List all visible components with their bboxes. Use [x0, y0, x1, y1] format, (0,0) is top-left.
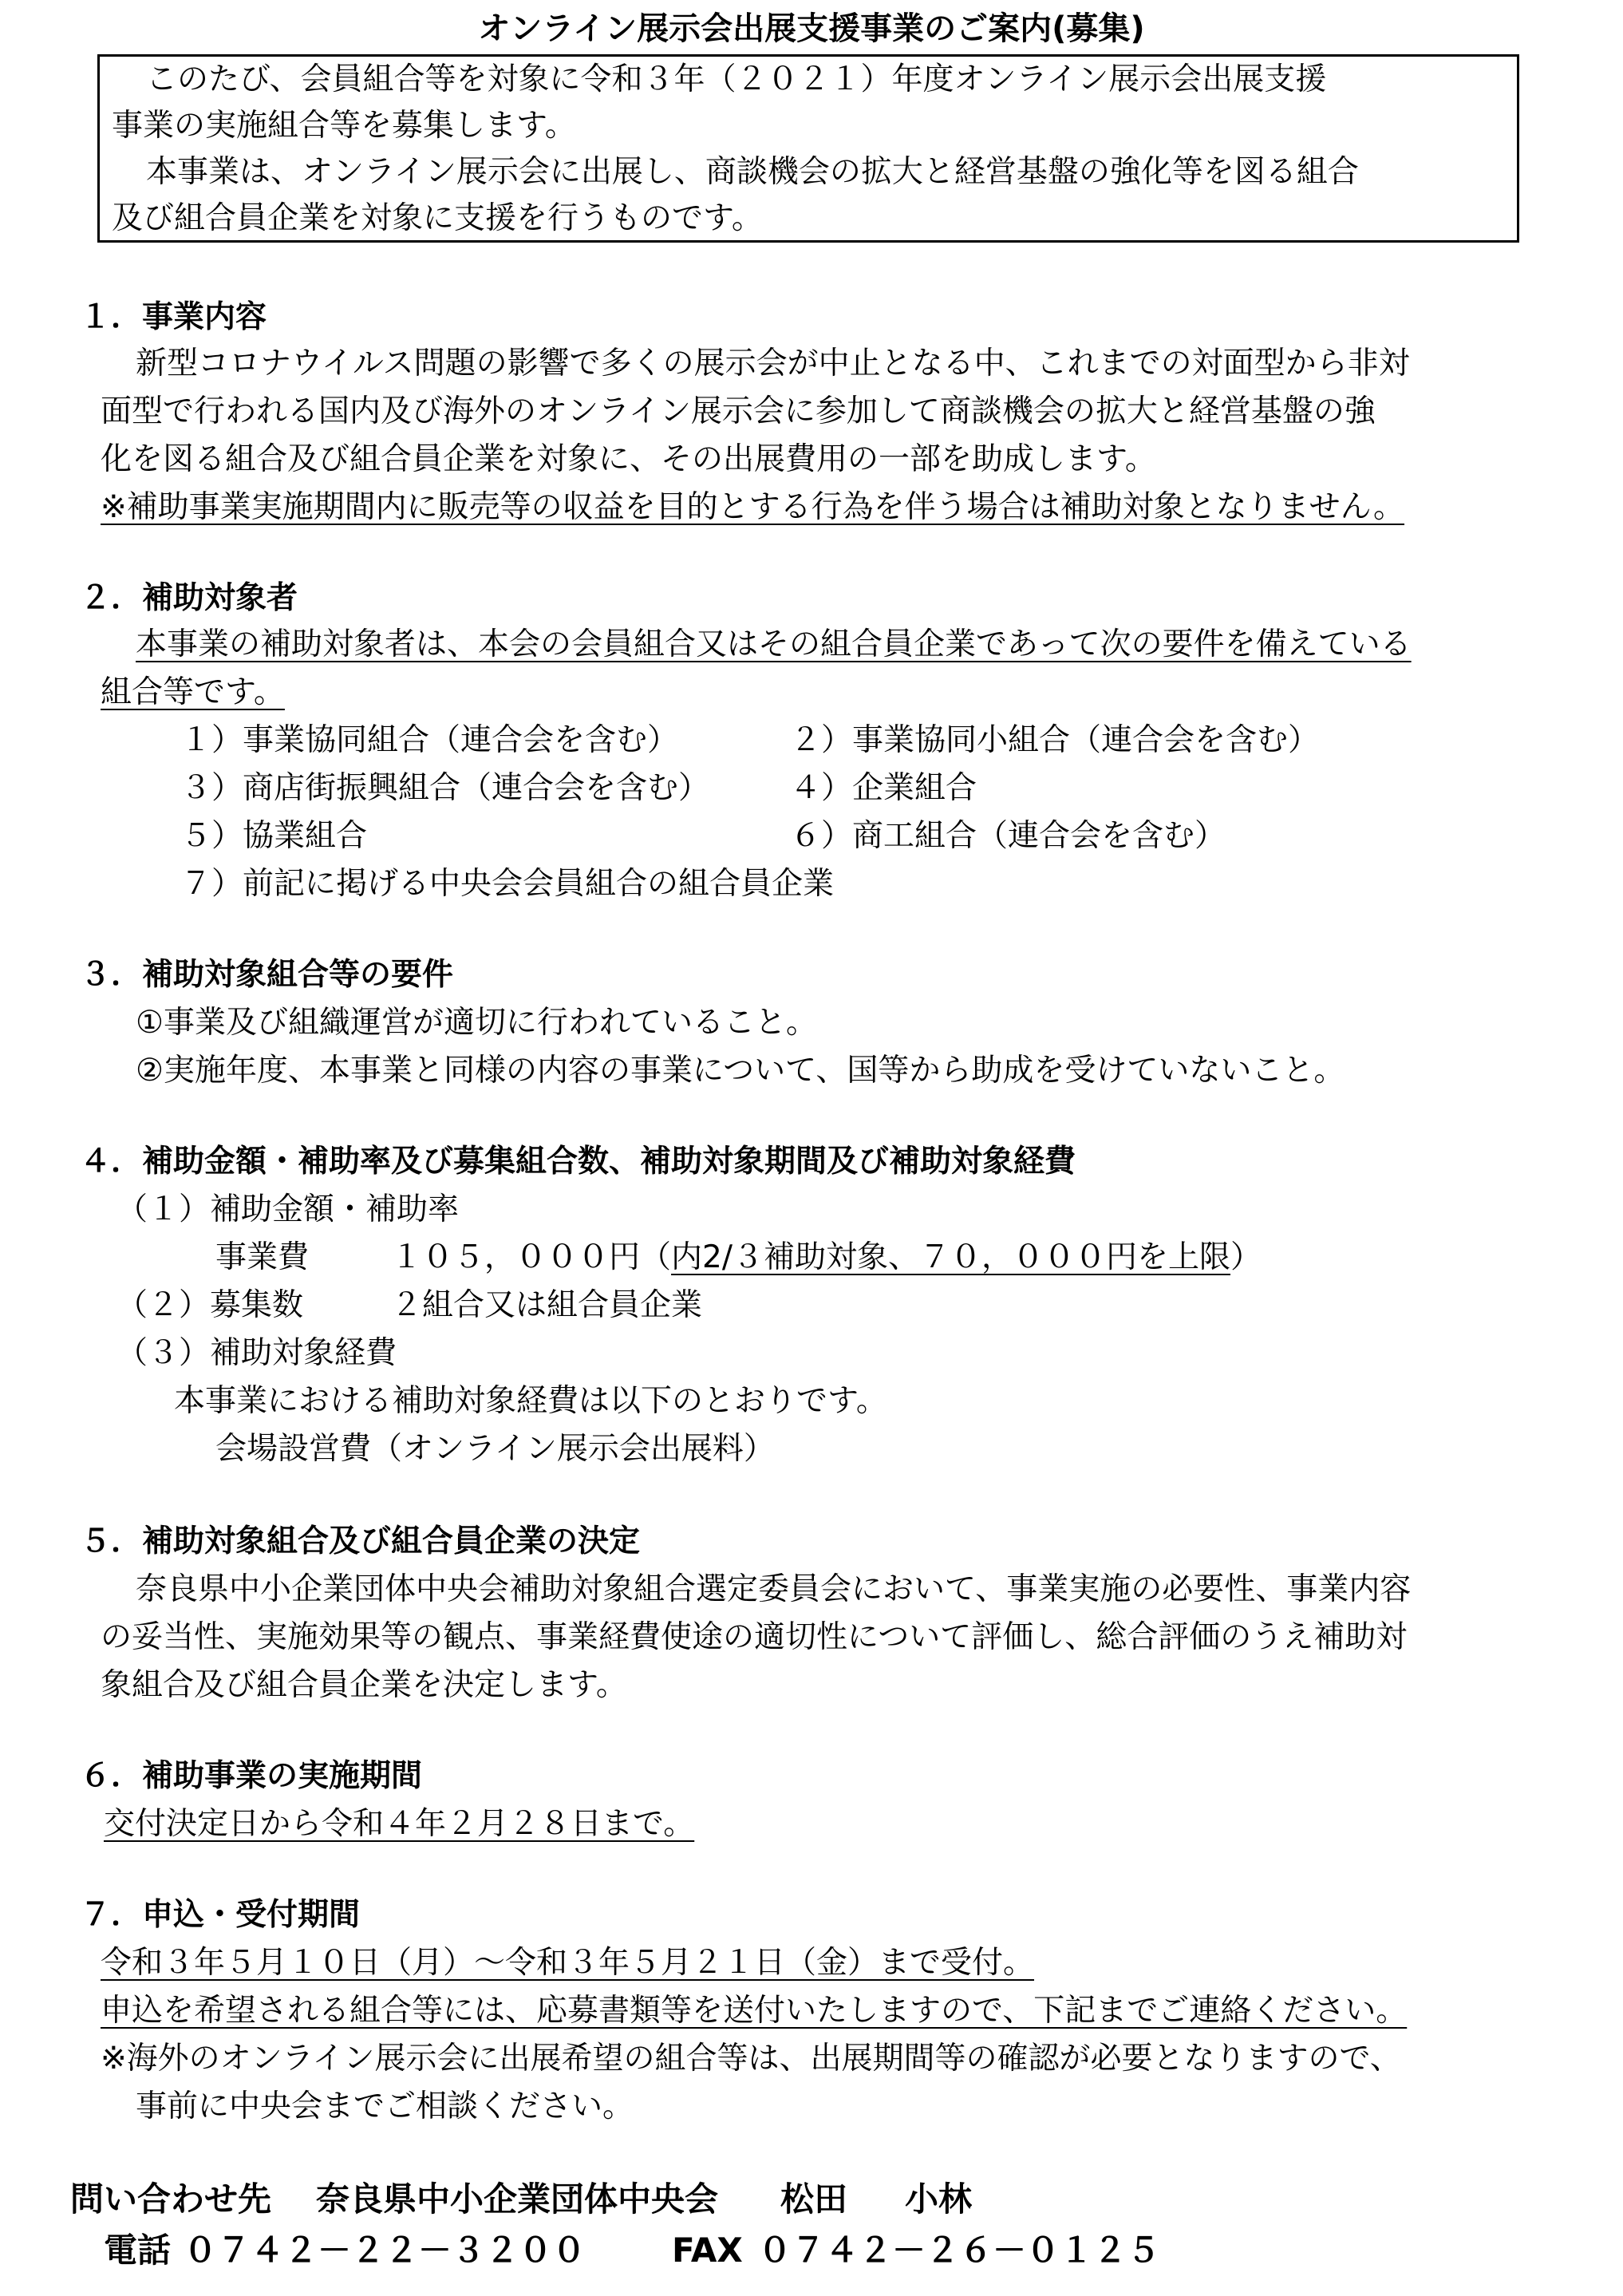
section-2-heading: ２．補助対象者 [80, 580, 298, 616]
subsection-4-2-label: （２）募集数 [116, 1287, 304, 1323]
intro-line-4: 及び組合員企業を対象に支援を行うものです。 [112, 200, 763, 236]
intro-line-3: 本事業は、オンライン展示会に出展し、商談機会の拡大と経営基盤の強化等を図る組合 [146, 154, 1359, 190]
section-6-heading: ６．補助事業の実施期間 [80, 1758, 423, 1794]
contact-org: 奈良県中小企業団体中央会 [316, 2179, 719, 2219]
cost-subsidy-note: 内2/３補助対象、７０，０００円を上限 [671, 1239, 1230, 1275]
document-title: オンライン展示会出展支援事業のご案内(募集) [478, 10, 1145, 47]
section-4-heading: ４．補助金額・補助率及び募集組合数、補助対象期間及び補助対象経費 [80, 1144, 1076, 1180]
cost-label: 事業費 [215, 1239, 310, 1275]
subsection-4-1: （１）補助金額・補助率 [116, 1191, 460, 1227]
requirement-1: ①事業及び組織運営が適切に行われていること。 [136, 1005, 817, 1041]
eligible-item-5: ５）協業組合 [180, 818, 368, 854]
section-1-line-1: 新型コロナウイルス問題の影響で多くの展示会が中止となる中、これまでの対面型から非対 [136, 346, 1410, 381]
eligible-item-2: ２）事業協同小組合（連合会を含む） [790, 722, 1320, 758]
section-1-note: ※補助事業実施期間内に販売等の収益を目的とする行為を伴う場合は補助対象となりません。 [101, 489, 1405, 525]
section-7-heading: ７．申込・受付期間 [80, 1897, 361, 1933]
eligible-item-3: ３）商店街振興組合（連合会を含む） [180, 770, 710, 806]
intro-line-1: このたび、会員組合等を対象に令和３年（２０２１）年度オンライン展示会出展支援 [146, 61, 1327, 97]
section-7-note-line-2: 事前に中央会までご相談ください。 [136, 2089, 634, 2124]
section-1-line-3: 化を図る組合及び組合員企業を対象に、その出展費用の一部を助成します。 [101, 441, 1156, 477]
requirement-2: ②実施年度、本事業と同様の内容の事業について、国等から助成を受けていないこと。 [136, 1053, 1345, 1089]
section-6-line-1: 交付決定日から令和４年２月２８日まで。 [104, 1806, 695, 1842]
section-5-line-1: 奈良県中小企業団体中央会補助対象組合選定委員会において、事業実施の必要性、事業内容 [136, 1571, 1412, 1607]
subsection-4-3: （３）補助対象経費 [116, 1335, 397, 1371]
section-1-line-2: 面型で行われる国内及び海外のオンライン展示会に参加して商談機会の拡大と経営基盤の強 [101, 393, 1376, 429]
cost-close: ） [1230, 1239, 1262, 1275]
intro-line-2: 事業の実施組合等を募集します。 [112, 108, 576, 144]
section-3-heading: ３．補助対象組合等の要件 [80, 957, 454, 993]
section-7-note-line-1: ※海外のオンライン展示会に出展希望の組合等は、出展期間等の確認が必要となりますので、 [101, 2041, 1401, 2077]
eligible-item-7: ７）前記に掲げる中央会会員組合の組合員企業 [180, 866, 835, 902]
contact-name-2: 小林 [905, 2179, 973, 2219]
section-5-line-3: 象組合及び組合員企業を決定します。 [101, 1667, 627, 1703]
section-1-heading: １．事業内容 [80, 299, 267, 335]
section-7-line-2: 申込を希望される組合等には、応募書類等を送付いたしますので、下記までご連絡ください。 [101, 1993, 1408, 2029]
section-7-line-1: 令和３年５月１０日（月）～令和３年５月２１日（金）まで受付。 [101, 1945, 1035, 1981]
fax-label: FAX [672, 2231, 743, 2270]
eligible-item-4: ４）企業組合 [790, 770, 977, 806]
fax-number: ０７４２－２６－０１２５ [758, 2231, 1161, 2270]
section-2-line-2: 組合等です。 [101, 674, 285, 710]
phone-label: 電話 [104, 2231, 172, 2270]
eligible-item-6: ６）商工組合（連合会を含む） [790, 818, 1226, 854]
phone-number: ０７４２－２２－３２００ [184, 2231, 586, 2270]
cost-amount: １０５，０００円（ [391, 1239, 672, 1275]
subsection-4-2-value: ２組合又は組合員企業 [391, 1287, 703, 1323]
section-5-heading: ５．補助対象組合及び組合員企業の決定 [80, 1523, 641, 1559]
contact-name-1: 松田 [780, 2179, 848, 2219]
cost-value [391, 1234, 1262, 1282]
section-5-line-2: の妥当性、実施効果等の観点、事業経費使途の適切性について評価し、総合評価のうえ補助対 [101, 1619, 1408, 1655]
contact-label: 問い合わせ先 [70, 2179, 272, 2219]
section-2-line-1: 本事業の補助対象者は、本会の会員組合又はその組合員企業であって次の要件を備えている [136, 626, 1412, 662]
expense-line: 本事業における補助対象経費は以下のとおりです。 [174, 1383, 887, 1419]
expense-item: 会場設営費（オンライン展示会出展料） [215, 1431, 775, 1467]
eligible-item-1: １）事業協同組合（連合会を含む） [180, 722, 679, 758]
